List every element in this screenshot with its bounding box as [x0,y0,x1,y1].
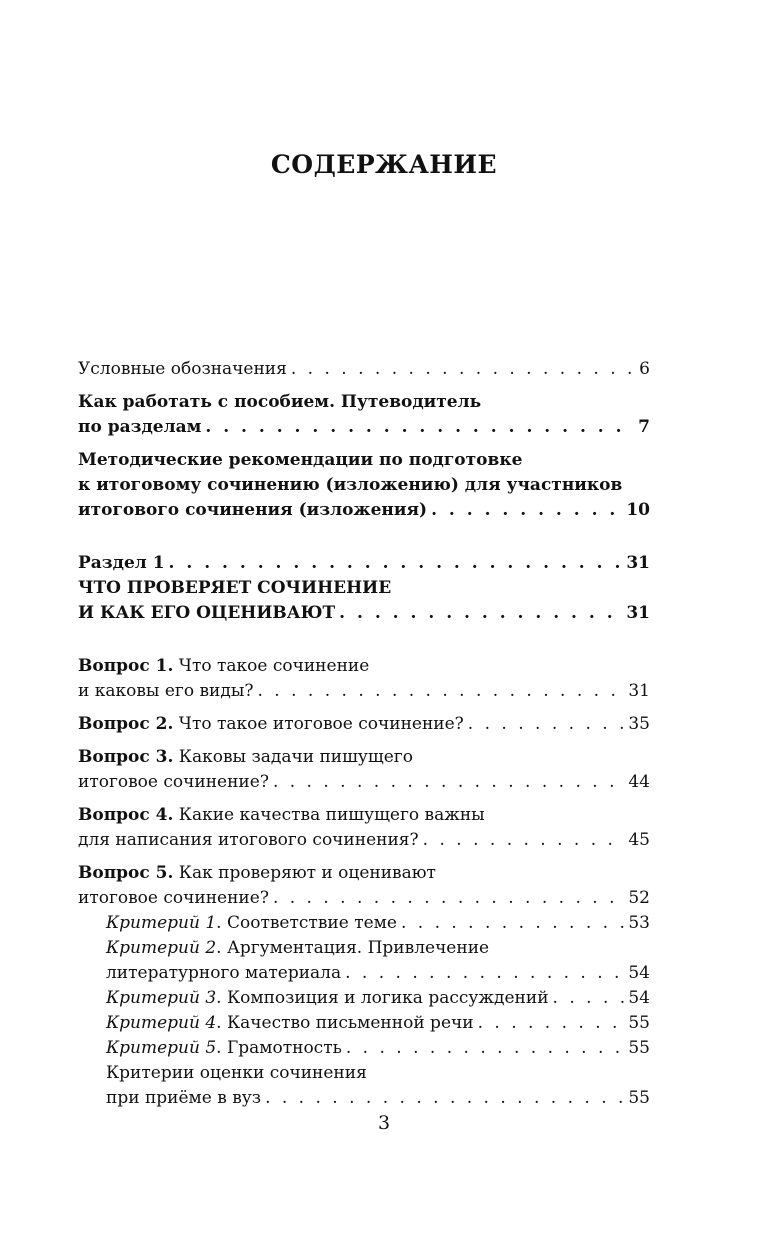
toc-criterion-3 [78,986,650,1011]
toc-page-number: 53 [628,913,650,933]
toc-entry-text: литературного материала [106,963,342,983]
toc-entry-text: итогового сочинения (изложения) [78,500,428,520]
criterion-label: Критерий 3 [106,988,217,1008]
toc-question-1 [78,654,650,704]
toc-question-3 [78,745,650,795]
toc-question-2 [78,712,650,737]
dot-leader [401,911,624,936]
toc-criterion-5 [78,1036,650,1061]
dot-leader [468,712,625,737]
toc-page-number: 55 [628,1038,650,1058]
dot-leader [273,886,624,911]
dot-leader [553,986,625,1011]
toc-page-number: 44 [628,772,650,792]
question-number: Вопрос 2. [78,714,174,734]
dot-leader [478,1011,625,1036]
dot-leader [431,498,622,523]
toc-entry-text: при приёме в вуз [106,1088,262,1108]
toc-entry-text: Условные обозначения [78,359,287,379]
toc-question-5 [78,861,650,911]
toc-page-number: 6 [639,359,650,379]
toc-entry-text: по разделам [78,417,202,437]
toc-criterion-4 [78,1011,650,1036]
dot-leader [339,601,622,626]
toc-entry-text: Методические рекомендации по подготовке [78,450,523,470]
section-title: ЧТО ПРОВЕРЯЕТ СОЧИНЕНИЕ [78,578,392,598]
dot-leader [169,551,623,576]
toc-entry-text: итоговое сочинение? [78,772,269,792]
toc-entry-text: . Качество письменной речи [216,1013,474,1033]
section-title: И КАК ЕГО ОЦЕНИВАЮТ [78,603,336,623]
toc-entry-text: итоговое сочинение? [78,888,269,908]
toc-question-4 [78,803,650,853]
toc-page-number: 7 [638,417,650,437]
toc-entry-text: к итоговому сочинению (изложению) для участников [78,475,623,495]
toc-page-number: 31 [628,681,650,701]
toc-criterion-1 [78,911,650,936]
toc-page-number: 54 [628,988,650,1008]
toc-criterion-2 [78,936,650,986]
toc-entry-guidelines [78,448,650,523]
question-number: Вопрос 4. [78,805,174,825]
page-title: СОДЕРЖАНИЕ [270,150,498,179]
toc-page-number: 35 [628,714,650,734]
toc-entry-text: Как работать с пособием. Путеводитель [78,392,482,412]
toc-page-number: 31 [626,603,650,623]
dot-leader [257,679,624,704]
toc-section-1 [78,551,650,626]
toc-entry-text: . Соответствие теме [216,913,397,933]
toc-page-number: 55 [628,1013,650,1033]
criterion-label: Критерий 1 [106,913,217,933]
dot-leader [273,770,624,795]
toc-entry-text: Что такое итоговое сочинение? [173,714,464,734]
criterion-label: Критерий 2 [106,938,217,958]
toc-page-number: 31 [626,553,650,573]
toc-entry-text: Каковы задачи пишущего [173,747,413,767]
dot-leader [265,1086,624,1111]
question-number: Вопрос 1. [78,656,174,676]
table-of-contents [78,357,650,1111]
question-number: Вопрос 3. [78,747,174,767]
toc-page-number: 10 [626,500,650,520]
toc-entry-text: для написания итогового сочинения? [78,830,419,850]
toc-entry-conventions [78,357,650,382]
criterion-label: Критерий 4 [106,1013,217,1033]
toc-entry-how-to [78,390,650,440]
dot-leader [345,961,624,986]
dot-leader [205,415,634,440]
toc-entry-text: Как проверяют и оценивают [173,863,436,883]
dot-leader [346,1036,624,1061]
toc-entry-text: и каковы его виды? [78,681,254,701]
toc-page-number: 54 [628,963,650,983]
page-number: 3 [377,1112,391,1134]
question-number: Вопрос 5. [78,863,174,883]
toc-entry-text: . Грамотность [216,1038,342,1058]
dot-leader [291,357,635,382]
toc-entry-text: . Аргументация. Привлечение [216,938,490,958]
dot-leader [423,828,625,853]
toc-page-number: 45 [628,830,650,850]
toc-admission-criteria [78,1061,650,1111]
toc-entry-text: Критерии оценки сочинения [106,1063,367,1083]
toc-entry-text: . Композиция и логика рассуждений [216,988,549,1008]
toc-entry-text: Какие качества пишущего важны [173,805,485,825]
toc-entry-text: Что такое сочинение [173,656,370,676]
toc-page-number: 52 [628,888,650,908]
section-label: Раздел 1 [78,553,165,573]
criterion-label: Критерий 5 [106,1038,217,1058]
toc-page-number: 55 [628,1088,650,1108]
